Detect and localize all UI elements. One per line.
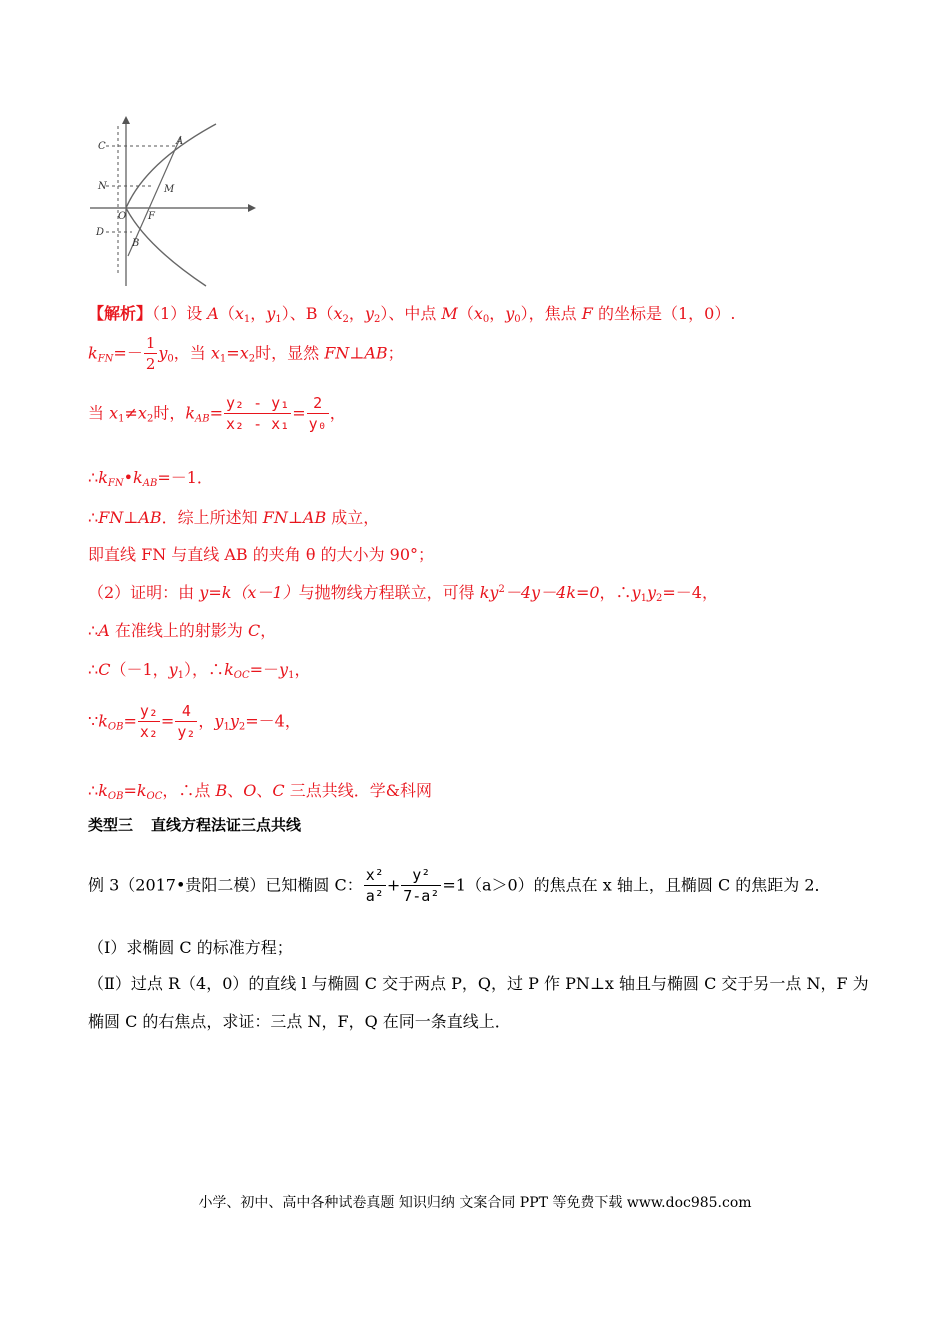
label-F: F	[148, 211, 155, 222]
section-heading	[88, 818, 301, 833]
label-C: C	[98, 141, 106, 152]
fraction-x2-a2: $\frac{\text{x²}}{\text{a²}}$	[365, 866, 384, 905]
fraction-half: $\frac{1}{2}$	[145, 334, 156, 373]
solution-tag: 【解析】	[88, 304, 153, 323]
example-3: 例 3（2017•贵阳二模）已知椭圆 C： $\frac{\text{x²}}{\text{a²}}$ + $\frac{\text{y²}}{\text{7-a²}}$ =1（a＞0）的焦点在 x 轴上，且椭圆 C 的焦距为 2．	[88, 866, 831, 905]
section-title: 直线方程法证三点共线	[151, 816, 302, 834]
page-footer: 小学、初中、高中各种试卷真题 知识归纳 文案合同 PPT 等免费下载 www.doc985.com	[198, 1195, 752, 1211]
label-D: D	[96, 227, 105, 238]
solution-line-6: 即直线 FN 与直线 AB 的夹角 θ 的大小为 90°；	[88, 545, 435, 564]
solution-line-7: （2）证明：由 y=k（x－1）与抛物线方程联立，可得 $ky^2-4y-4k=0$，$\therefore y_1y_2=-4$，	[88, 583, 718, 604]
label-O: O	[118, 211, 127, 222]
solution-line-1: 【解析】（1）设 $A(x_1$，$y_1$）、$B(x_2$，$y_2$）、中点 $M(x_0$，$y_0$），焦点 F 的坐标是（1，0）.	[88, 304, 736, 325]
solution-line-11: $\therefore k_{OB}=k_{OC}$，∴点 B、O、C 三点共线．学&科网	[88, 781, 433, 802]
label-B: B	[132, 238, 140, 249]
fraction-2-over-y0: $\frac{2}{\text{y₀}}$	[308, 394, 327, 433]
label-M: M	[164, 184, 175, 195]
solution-line-3: 当 $x_1\ne x_2$时，$k_{AB}=$ $\frac{\text{y₂ - y₁}}{\text{x₂ - x₁}}$ = $\frac{2}{\text{y₀}}$ ，	[88, 394, 346, 433]
fraction-y2-7-a2: $\frac{\text{y²}}{\text{7-a²}}$	[403, 866, 440, 905]
solution-line-2: $k_{FN}=-$ $\frac{1}{2}$ $y_0$，当 $x_1=x_2$时，显然 FN⊥AB；	[88, 334, 404, 373]
parabola-figure	[86, 116, 256, 288]
question-2-line-1: （Ⅱ）过点 R（4，0）的直线 l 与椭圆 C 交于两点 P，Q，过 P 作 PN⊥x 轴且与椭圆 C 交于另一点 N，F 为	[88, 974, 869, 993]
fraction-y2-over-x2: $\frac{\text{y₂}}{\text{x₂}}$	[139, 702, 158, 741]
fraction-4-over-y2: $\frac{4}{\text{y₂}}$	[177, 702, 196, 741]
question-2-line-2: 椭圆 C 的右焦点，求证：三点 N，F，Q 在同一条直线上．	[88, 1012, 511, 1031]
question-1: （Ⅰ）求椭圆 C 的标准方程；	[88, 938, 293, 957]
section-type: 类型三	[88, 816, 134, 834]
label-A: A	[176, 136, 184, 147]
solution-line-5: ∴FN⊥AB．综上所述知 FN⊥AB 成立，	[88, 508, 380, 527]
solution-line-8: ∴A 在准线上的射影为 C，	[88, 621, 277, 640]
solution-line-9: ∴C（－1，$y_1$），$\therefore k_{OC}=-y_1$，	[88, 660, 311, 681]
label-N: N	[98, 181, 107, 192]
solution-line-4: $\therefore k_{FN}•k_{AB}=-1$．	[88, 468, 213, 489]
solution-line-10: $\because k_{OB}=$ $\frac{\text{y₂}}{\text{x₂}}$ = $\frac{4}{\text{y₂}}$ ，$y_1y_2=-4$，	[88, 702, 301, 741]
fraction-slope-ab: $\frac{\text{y₂ - y₁}}{\text{x₂ - x₁}}$	[226, 394, 290, 433]
